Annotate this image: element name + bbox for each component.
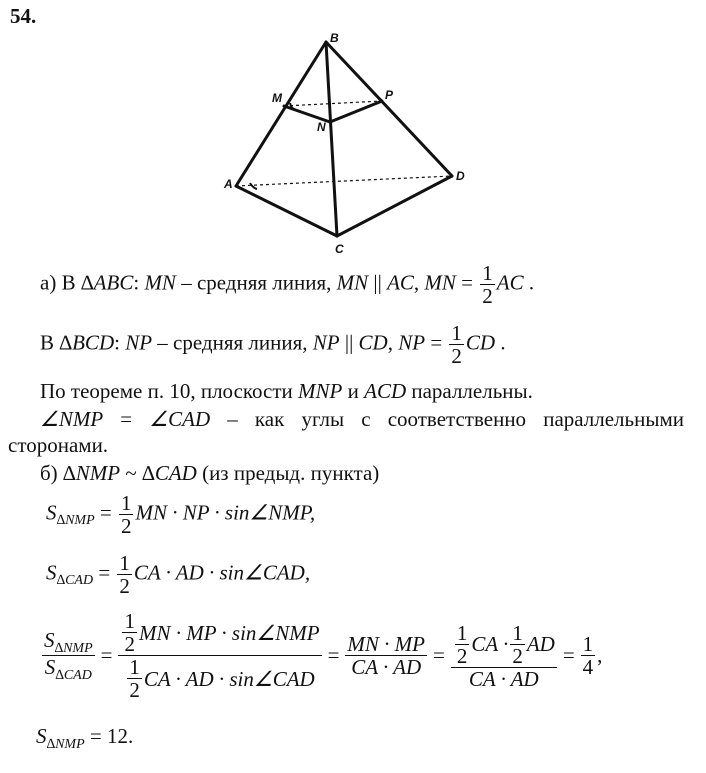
label-B: B — [330, 31, 339, 45]
theorem-line: По теореме п. 10, плоскости MNP и ACD параллельны. — [40, 379, 533, 403]
area-cad-formula: $S_{\Delta CAD}$ = $\frac{1}{2}$ CA · AD · sin∠CAD, — [46, 551, 311, 598]
edge-BC — [326, 42, 337, 236]
part-a-line: а) В ∆ABC: MN – средняя линия, MN || AC, MN = $\frac{1}{2}$ AC . — [40, 261, 535, 308]
pyramid-figure — [0, 0, 706, 260]
area-nmp-formula: $S_{\Delta NMP}$ = $\frac{1}{2}$ MN · NP · sin∠NMP, — [46, 491, 316, 538]
answer-line: $S_{\Delta NMP} = 12$. — [36, 724, 134, 752]
label-N: N — [317, 120, 326, 134]
fraction-half: $\frac{1}{2}$ — [451, 321, 462, 368]
edge-BA — [236, 42, 326, 186]
angle-line-continuation: сторонами. — [8, 433, 109, 457]
angle-line: ∠NMP = ∠CAD – как углы с соответственно параллельными — [40, 407, 684, 431]
ratio-result: $\frac{1}{4}$ — [582, 632, 594, 679]
ratio-f2: $\frac{MN \cdot MP}{CA \cdot AD}$ — [347, 632, 425, 679]
ratio-mid: $\frac{1}{2}$ MN · MP · sin∠NMP $\frac{1}{2}$ CA · AD · sin∠CAD — [118, 610, 321, 701]
angle-mark-A — [250, 183, 257, 189]
part-b-line: б) ∆NMP ~ ∆CAD (из предыд. пункта) — [40, 461, 380, 485]
label-C: C — [335, 242, 344, 256]
segment-NP — [330, 101, 382, 122]
label-D: D — [456, 169, 465, 183]
ratio-lhs: $\frac{S_{\Delta NMP}}{S_{\Delta CAD}}$ — [44, 628, 93, 683]
edge-AC — [236, 186, 337, 236]
ratio-f3: $\frac{1}{2}$ CA · $\frac{1}{2}$ AD CA · AD — [451, 622, 557, 690]
part-a2-line: В ∆BCD: NP – средняя линия, NP || CD, NP = $\frac{1}{2}$ CD . — [40, 321, 506, 368]
fraction-half: $\frac{1}{2}$ — [482, 261, 493, 308]
problem-number: 54. — [10, 4, 37, 28]
edge-CD — [337, 176, 452, 236]
label-M: M — [272, 91, 282, 105]
edge-BD — [326, 42, 452, 176]
label-A: A — [224, 177, 233, 191]
segment-AD-hidden — [236, 176, 452, 186]
label-P: P — [385, 88, 394, 102]
segment-MP-hidden — [284, 101, 382, 106]
ratio-equation: $\frac{S_{\Delta NMP}}{S_{\Delta CAD}}$ = $\frac{1}{2}$ MN · MP · sin∠NMP $\frac{1}{2}$ CA · AD · sin∠CAD = $\frac{MN \cdot MP}{CA \cdot AD}$ = $\frac{1}{2}$ CA · $\frac{1}{2}$ AD CA · AD = $\frac{1}{4}$ , — [44, 609, 603, 702]
